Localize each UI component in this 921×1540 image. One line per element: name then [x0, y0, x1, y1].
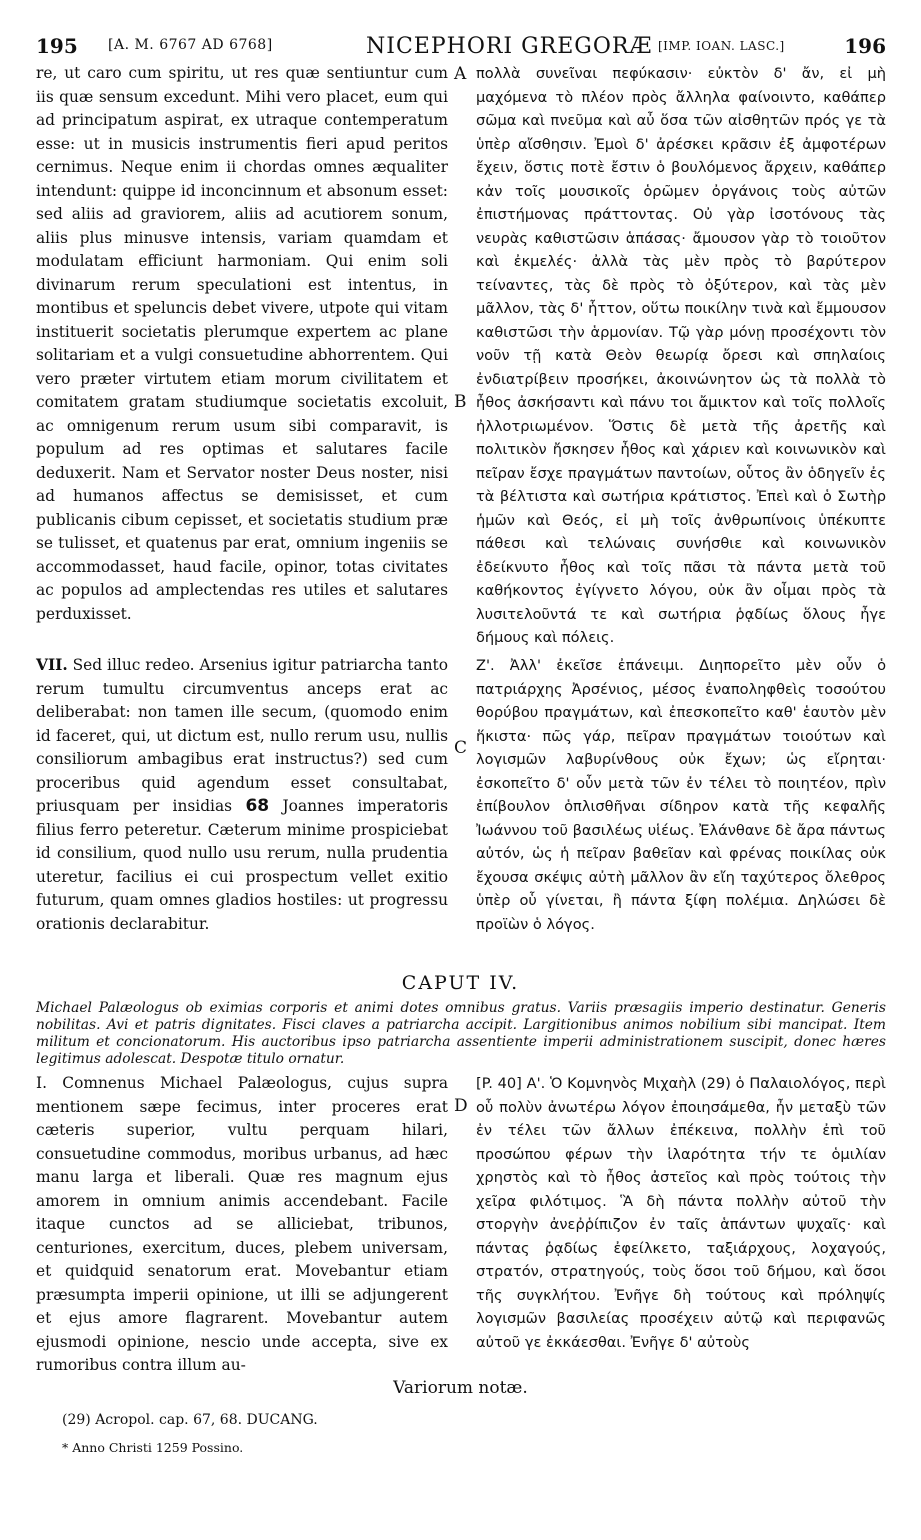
page-number-right: 196: [844, 34, 886, 58]
latin-text-part1: Sed illuc redeo. Arsenius igitur patriarcha tanto rerum tumultu circumventus anceps erat ac deliberabat: non tamen ille secum, (quomodo enim id faceret, qui, ut dictum est, nullo rerum usu, nullis consiliorum ambagibus erat instructus?) sed cum proceribus quid agendum esset consultabat, priusquam per insidias: [36, 656, 448, 815]
chapter-title: CAPUT IV.: [401, 972, 520, 994]
page-number-left: 195: [36, 34, 78, 58]
notes-title: Variorum notæ.: [393, 1378, 528, 1398]
latin-text-part2: Joannes imperatoris filius ferro peteretur. Cæterum minime prospiciebat id consilium, quod nullo usu rerum, nulla prudentia uteretur, facilius ei cui prospectum vellet exitio futurum, quam omnes gladios hostiles: ut progressu orationis declarabitur.: [36, 797, 448, 933]
footnote: (29) Acropol. cap. 67, 68. DUCANG.: [62, 1412, 318, 1428]
latin-column-block-3: [36, 1072, 448, 1378]
greek-column-block-3: [476, 1072, 886, 1354]
running-title: NICEPHORI GREGORÆ: [366, 34, 653, 59]
latin-paragraph: [36, 654, 448, 936]
year-range: [A. M. 6767 AD 6768]: [108, 37, 273, 53]
greek-column-block-1: [476, 62, 886, 650]
latin-paragraph: re, ut caro cum spiritu, ut res quæ sentiuntur cum iis quæ sensum excedunt. Mihi vero placet, eum qui ad principatum aspirat, ex utraque contemperatum esse: ut in musicis instrumentis fieri apud peritos cernimus. Neque enim ii chordas omnes æqualiter intendunt: quippe id inconcinnum et absonum esset: sed aliis ad graviorem, aliis ad acutiorem sonum, aliis plus minusve intensis, variam quamdam et modulatam efficiunt harmoniam. Qui enim soli divinarum rerum speculationi est intentus, in montibus et speluncis debet vivere, utpote qui vitam instituerit societatis plerumque expertem ac plane solitariam et a vulgi consuetudine abhorrentem. Qui vero præter virtutem etiam morum civilitatem et comitatem gratam studiumque societatis excoluit, ac omnigenum rerum usum sibi comparavit, is populum ad res optimas et salutares facile deduxerit. Nam et Servator noster Deus noster, nisi ad humanos affectus se demisisset, et cum publicanis cibum cepisset, et societatis studium præ se tulisset, et quatenus par erat, omnium ingeniis se accommodasset, haud facile, opinor, totas civitates ac populos ad amplectendas res utiles et salutares perduxisset.: [36, 64, 448, 623]
greek-paragraph: πολλὰ συνεῖναι πεφύκασιν· εὐκτὸν δ' ἄν, εἰ μὴ μαχόμενα τὸ πλέον πρὸς ἄλληλα φαίνοιντο, καθάπερ σῶμα καὶ πνεῦμα καὶ αὖ ὅσα τῶν αἰσθητῶν πρός γε τὰ ὑπὲρ αἴσθησιν. Ἐμοὶ δ' ἀρέσκει κρᾶσιν ἐξ ἀμφοτέρων ἔχειν, ὅστις ποτὲ ἔστιν ὁ βουλόμενος ἄρχειν, καθάπερ κἀν τοῖς μουσικοῖς ὁρῶμεν ὀργάνοις τοὺς αὐτῶν ἐπιστήμονας πράττοντας. Οὐ γὰρ ἰσοτόνους τὰς νευρὰς καθιστῶσιν ἁπάσας· ἄμουσον γὰρ τὸ τοιοῦτον καὶ ἐκμελές· ἀλλὰ τὰς μὲν πρὸς τὸ βαρύτερον τείναντες, τὰς δὲ πρὸς τὸ ὀξύτερον, καὶ τὰς μὲν μᾶλλον, τὰς δ' ἧττον, οὕτω ποικίλην τινὰ καὶ ἔμμουσον καθιστῶσι τὴν ἁρμονίαν. Τῷ γὰρ μόνῃ προσέχοντι τὸν νοῦν τῇ κατὰ Θεὸν θεωρίᾳ ὄρεσι καὶ σπηλαίοις ἐνδιατρίβειν προσήκει, ἀκοινώνητον ὡς τὰ πολλὰ τὸ ἦθος ἀσκήσαντι καὶ πάνυ τοι ἄμικτον καὶ τοῖς πολλοῖς ἠλλοτριωμένον. Ὅστις δὲ μετὰ τῆς ἀρετῆς καὶ πολιτικὸν ἤσκησεν ἦθος καὶ χάριεν καὶ κοινωνικὸν καὶ πεῖραν ἔσχε πραγμάτων παντοίων, οὗτος ἂν ὁδηγεῖν ἐς τὰ βέλτιστα καὶ σωτήρια κράτιστος. Ἐπεὶ καὶ ὁ Σωτὴρ ἡμῶν καὶ Θεός, εἰ μὴ τοῖς ἀνθρωπίνοις ὑπέκυπτε πάθεσι καὶ τελώναις συνήσθιε καὶ κοινωνικὸν ἐδείκνυτο ἦθος καὶ τοῖς πᾶσι τὰ πάντα μετὰ τοῦ καθήκοντος ἐγίγνετο λόγου, οὐκ ἂν οἶμαι πρὸς τὰ λυσιτελοῦντά τε καὶ σωτήρια ῥᾳδίως ὅλους ἦγε δήμους καὶ πόλεις.: [476, 65, 886, 646]
latin-paragraph: I. Comnenus Michael Palæologus, cujus supra mentionem sæpe fecimus, inter proceres erat cæteris superior, vultu perquam hilari, consuetudine commodus, moribus urbanus, ad hæc manu larga et liberali. Quæ res magnum ejus amorem in omnium animis accendebant. Facile itaque cunctos ad se alliciebat, tribunos, centuriones, exercitum, duces, plebem universam, et quidquid senatorum erat. Movebantur etiam præsumpta imperii opinione, ut illi se adjungerent et ejus amore flagrarent. Movebantur autem ejusmodi opinione, nescio unde accepta, sive ex rumoribus contra illum au-: [36, 1074, 448, 1374]
greek-paragraph: Ζ'. Ἀλλ' ἐκεῖσε ἐπάνειμι. Διηπορεῖτο μὲν οὖν ὁ πατριάρχης Ἀρσένιος, μέσος ἐναποληφθεὶς τοσούτου θορύβου πραγμάτων, καὶ ἐπεσκοπεῖτο καθ' ἑαυτὸν μὲν ἥκιστα· πῶς γάρ, πεῖραν πραγμάτων τοιούτων καὶ λογισμῶν λαβυρίνθους οὐκ ἔχων; ὡς εἴρηται· ἐσκοπεῖτο δ' οὖν μετὰ τῶν ἐν τέλει τὸ ποιητέον, πρὶν ἐπίβουλον ὁπλισθῆναι σίδηρον κατὰ τῆς κεφαλῆς Ἰωάννου τοῦ βασιλέως υἱέως. Ἐλάνθανε δὲ ἄρα πάντως αὐτόν, ὡς ἡ πεῖραν βαθεῖαν καὶ φρένας ποικίλας οὐκ ἔχουσα σκέψις αὐτὴ μᾶλλον ἂν εἴη ταχύτερος ὄλεθρος ὑπὲρ οὗ γίνεται, ἢ πάντα ξίφη πολέμια. Δηλώσει δὲ προϊὼν ὁ λόγος.: [476, 657, 886, 933]
margin-page-number: 68: [245, 796, 270, 816]
chapter-summary: Michael Palæologus ob eximias corporis et animi dotes omnibus gratus. Variis præsagiis imperio destinatur. Generis nobilitas. Avi et patris dignitates. Fisci claves a patriarcha accipit. Largitionibus animos nobilium sibi mancipat. Item militum et concionatorum. His auctoribus ipso patriarcha assentiente imperii administrationem suscipit, donec hæres legitimus adolescat. Despotæ titulo ornatur.: [36, 1000, 886, 1067]
margin-letter-d: D: [454, 1096, 468, 1116]
latin-column-block-1: [36, 62, 448, 626]
footnote: * Anno Christi 1259 Possino.: [62, 1440, 244, 1455]
margin-letter-a: A: [454, 64, 467, 84]
margin-letter-c: C: [454, 738, 468, 758]
emperor-label: [IMP. IOAN. LASC.]: [658, 39, 785, 53]
section-number: VII.: [36, 656, 68, 674]
running-head: [36, 34, 886, 62]
margin-letter-b: B: [454, 392, 467, 412]
latin-column-block-2: [36, 654, 448, 936]
greek-paragraph: [P. 40] Α'. Ὁ Κομνηνὸς Μιχαὴλ (29) ὁ Παλαιολόγος, περὶ οὗ πολὺν ἀνωτέρω λόγον ἐποιησάμεθα, ἦν μεταξὺ τῶν ἐν τέλει τῶν ἄλλων ἐπέκεινα, πολλὴν ἐπὶ τοῦ προσώπου φέρων τὴν ἱλαρότητα τήν τε ὁμιλίαν χρηστὸς καὶ τὸ ἦθος ἀστεῖος καὶ πρὸς τούτοις τὴν χεῖρα φιλότιμος. Ἃ δὴ πάντα πολλὴν αὐτοῦ τὴν στοργὴν ἀνεῤῥίπιζον ἐν ταῖς ἁπάντων ψυχαῖς· καὶ πάντας ῥᾳδίως ἐφείλκετο, ταξιάρχους, λοχαγούς, στρατόν, στρατηγούς, τοὺς ὅσοι τοῦ δήμου, καὶ ὅσοι τῆς συγκλήτου. Ἐνῆγε δὴ τούτους καὶ πρόληψίς λογισμῶν βασιλείας προσέχειν αὐτῷ καὶ περιφανῶς αὐτοῦ γε ἐκκάεσθαι. Ἐνῆγε δ' αὐτοὺς: [476, 1075, 886, 1351]
greek-column-block-2: [476, 654, 886, 936]
